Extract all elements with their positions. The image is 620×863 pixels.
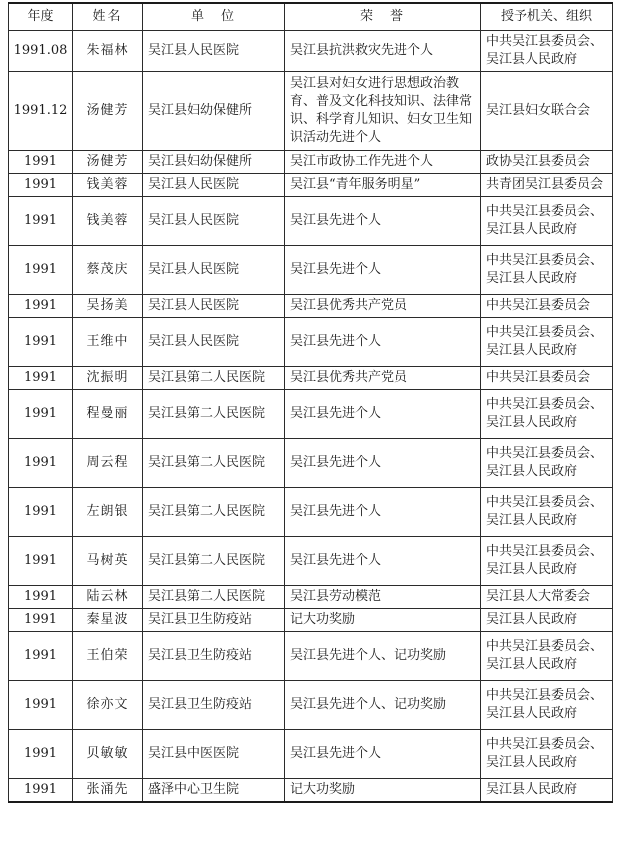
cell-honor: 吴江市政协工作先进个人 [285, 151, 481, 174]
cell-honor: 吴江县先进个人 [285, 197, 481, 246]
cell-name: 贝敏敏 [73, 730, 143, 779]
cell-name: 秦星波 [73, 609, 143, 632]
cell-org: 中共吴江县委员会、吴江县人民政府 [481, 390, 613, 439]
table-row [9, 295, 613, 318]
header-unit: 单 位 [143, 3, 285, 31]
cell-unit: 吴江县第二人民医院 [143, 439, 285, 488]
cell-unit: 吴江县第二人民医院 [143, 488, 285, 537]
cell-honor: 吴江县先进个人 [285, 488, 481, 537]
cell-org: 中共吴江县委员会、吴江县人民政府 [481, 488, 613, 537]
cell-name: 朱福林 [73, 31, 143, 72]
cell-year: 1991 [9, 197, 73, 246]
table-row [9, 367, 613, 390]
cell-name: 钱美蓉 [73, 197, 143, 246]
cell-unit: 盛泽中心卫生院 [143, 779, 285, 803]
table-row [9, 439, 613, 488]
cell-honor: 吴江县优秀共产党员 [285, 295, 481, 318]
table-row [9, 390, 613, 439]
table-row [9, 632, 613, 681]
table-row [9, 174, 613, 197]
cell-org: 中共吴江县委员会、吴江县人民政府 [481, 632, 613, 681]
table-row [9, 537, 613, 586]
cell-year: 1991 [9, 151, 73, 174]
cell-unit: 吴江县中医医院 [143, 730, 285, 779]
cell-honor: 吴江县先进个人 [285, 318, 481, 367]
cell-year: 1991.12 [9, 72, 73, 151]
cell-honor: 吴江县劳动模范 [285, 586, 481, 609]
cell-year: 1991 [9, 681, 73, 730]
cell-name: 吴扬美 [73, 295, 143, 318]
cell-year: 1991 [9, 367, 73, 390]
cell-unit: 吴江县人民医院 [143, 197, 285, 246]
cell-year: 1991 [9, 295, 73, 318]
cell-unit: 吴江县人民医院 [143, 295, 285, 318]
cell-honor: 吴江县抗洪救灾先进个人 [285, 31, 481, 72]
cell-org: 中共吴江县委员会、吴江县人民政府 [481, 730, 613, 779]
cell-org: 政协吴江县委员会 [481, 151, 613, 174]
cell-name: 沈振明 [73, 367, 143, 390]
cell-org: 中共吴江县委员会 [481, 295, 613, 318]
cell-unit: 吴江县第二人民医院 [143, 586, 285, 609]
cell-year: 1991 [9, 730, 73, 779]
table-header [9, 3, 613, 31]
cell-unit: 吴江县人民医院 [143, 246, 285, 295]
cell-org: 中共吴江县委员会、吴江县人民政府 [481, 197, 613, 246]
cell-year: 1991.08 [9, 31, 73, 72]
table-row [9, 586, 613, 609]
cell-org: 中共吴江县委员会、吴江县人民政府 [481, 31, 613, 72]
table-row [9, 488, 613, 537]
header-honor: 荣 誉 [285, 3, 481, 31]
cell-year: 1991 [9, 439, 73, 488]
header-row [9, 3, 613, 31]
cell-unit: 吴江县人民医院 [143, 174, 285, 197]
table-row [9, 246, 613, 295]
cell-org: 吴江县人民政府 [481, 609, 613, 632]
cell-unit: 吴江县第二人民医院 [143, 390, 285, 439]
cell-name: 钱美蓉 [73, 174, 143, 197]
table-row [9, 779, 613, 803]
cell-honor: 吴江县先进个人 [285, 537, 481, 586]
cell-name: 汤健芳 [73, 151, 143, 174]
table-row [9, 31, 613, 72]
cell-year: 1991 [9, 318, 73, 367]
cell-year: 1991 [9, 632, 73, 681]
cell-name: 程曼丽 [73, 390, 143, 439]
cell-unit: 吴江县卫生防疫站 [143, 609, 285, 632]
cell-org: 吴江县妇女联合会 [481, 72, 613, 151]
table-row [9, 318, 613, 367]
cell-name: 王维中 [73, 318, 143, 367]
cell-name: 左朗银 [73, 488, 143, 537]
table-row [9, 72, 613, 151]
cell-year: 1991 [9, 246, 73, 295]
cell-unit: 吴江县卫生防疫站 [143, 681, 285, 730]
cell-org: 中共吴江县委员会、吴江县人民政府 [481, 537, 613, 586]
cell-honor: 吴江县先进个人 [285, 730, 481, 779]
honors-table-page [8, 2, 612, 803]
table-body [9, 31, 613, 803]
cell-org: 吴江县人大常委会 [481, 586, 613, 609]
cell-name: 汤健芳 [73, 72, 143, 151]
cell-org: 中共吴江县委员会、吴江县人民政府 [481, 439, 613, 488]
table-row [9, 681, 613, 730]
cell-unit: 吴江县卫生防疫站 [143, 632, 285, 681]
cell-year: 1991 [9, 488, 73, 537]
cell-org: 吴江县人民政府 [481, 779, 613, 803]
cell-unit: 吴江县第二人民医院 [143, 367, 285, 390]
honors-table [8, 2, 613, 803]
cell-year: 1991 [9, 174, 73, 197]
cell-honor: 吴江县先进个人、记功奖励 [285, 681, 481, 730]
header-org: 授予机关、组织 [481, 3, 613, 31]
cell-org: 中共吴江县委员会 [481, 367, 613, 390]
cell-name: 周云程 [73, 439, 143, 488]
cell-org: 中共吴江县委员会、吴江县人民政府 [481, 318, 613, 367]
table-row [9, 730, 613, 779]
cell-year: 1991 [9, 609, 73, 632]
cell-honor: 吴江县对妇女进行思想政治教育、普及文化科技知识、法律常识、科学育儿知识、妇女卫生知识活动先进个人 [285, 72, 481, 151]
cell-org: 中共吴江县委员会、吴江县人民政府 [481, 681, 613, 730]
cell-name: 陆云林 [73, 586, 143, 609]
cell-honor: 吴江县先进个人 [285, 246, 481, 295]
cell-name: 张涌先 [73, 779, 143, 803]
cell-honor: 吴江县先进个人 [285, 439, 481, 488]
header-name: 姓名 [73, 3, 143, 31]
cell-year: 1991 [9, 586, 73, 609]
cell-name: 马树英 [73, 537, 143, 586]
cell-unit: 吴江县人民医院 [143, 31, 285, 72]
cell-honor: 吴江县“青年服务明星” [285, 174, 481, 197]
table-row [9, 151, 613, 174]
cell-name: 徐亦文 [73, 681, 143, 730]
cell-name: 蔡茂庆 [73, 246, 143, 295]
cell-year: 1991 [9, 537, 73, 586]
header-year: 年度 [9, 3, 73, 31]
cell-honor: 吴江县先进个人 [285, 390, 481, 439]
cell-year: 1991 [9, 390, 73, 439]
cell-unit: 吴江县人民医院 [143, 318, 285, 367]
cell-honor: 吴江县先进个人、记功奖励 [285, 632, 481, 681]
cell-honor: 吴江县优秀共产党员 [285, 367, 481, 390]
cell-unit: 吴江县妇幼保健所 [143, 72, 285, 151]
cell-unit: 吴江县妇幼保健所 [143, 151, 285, 174]
cell-year: 1991 [9, 779, 73, 803]
table-row [9, 197, 613, 246]
cell-org: 共青团吴江县委员会 [481, 174, 613, 197]
cell-org: 中共吴江县委员会、吴江县人民政府 [481, 246, 613, 295]
cell-honor: 记大功奖励 [285, 779, 481, 803]
table-row [9, 609, 613, 632]
cell-unit: 吴江县第二人民医院 [143, 537, 285, 586]
cell-honor: 记大功奖励 [285, 609, 481, 632]
cell-name: 王伯荣 [73, 632, 143, 681]
